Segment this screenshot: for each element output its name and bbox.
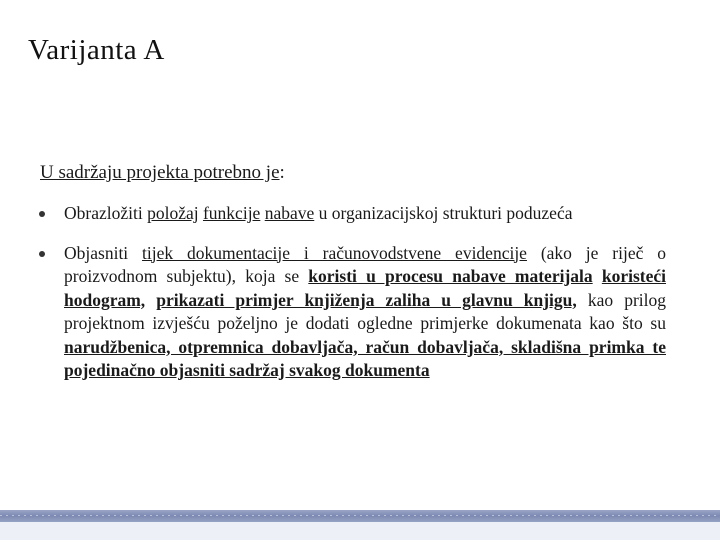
bullet-segment: [593, 266, 602, 286]
bullet-segment-emphasis: koristeći hodogram,: [64, 266, 667, 310]
bullet-segment-underlined: položaj: [147, 203, 199, 223]
bullet-item: [34, 202, 666, 226]
bullet-segment-emphasis: narudžbenica, otpremnica dobavljača, račun dobavljača, skladišna primka te pojedinačno objasniti sadržaj svakog dokumenta: [64, 336, 666, 380]
intro-colon: :: [279, 162, 285, 183]
bullet-segment: (ako je riječ o proizvodnom subjektu), koja se: [64, 242, 666, 286]
bullet-list: [34, 202, 666, 399]
bullet-segment: Objasniti: [64, 242, 143, 263]
bullet-segment-emphasis: koristi u procesu nabave materijala: [308, 266, 593, 286]
bullet-dot-icon: [39, 251, 45, 257]
intro-text: U sadržaju projekta potrebno je: [40, 162, 280, 183]
bullet-dot-icon: [39, 211, 45, 217]
bullet-segment: [145, 290, 156, 310]
bullet-segment: u organizacijskoj strukturi poduzeća: [314, 203, 573, 223]
intro-line: [40, 162, 285, 184]
bullet-segment-underlined: tijek dokumentacije i računovodstvene evidencije: [142, 242, 527, 263]
footer-base: [0, 522, 720, 540]
slide-title: Varijanta A: [28, 34, 165, 66]
bullet-segment: kao prilog projektnom izvješću poželjno je dodati ogledne primjerke dokumenata kao što su: [64, 289, 666, 333]
bullet-item: [34, 242, 666, 383]
bullet-segment-underlined: funkcije: [202, 203, 261, 223]
footer-decorative-band: [0, 510, 720, 522]
bullet-segment-emphasis: prikazati primjer knjiženja zaliha u glavnu knjigu,: [156, 289, 577, 310]
bullet-segment: Obrazložiti: [64, 203, 148, 223]
bullet-segment-underlined: nabave: [264, 203, 315, 223]
